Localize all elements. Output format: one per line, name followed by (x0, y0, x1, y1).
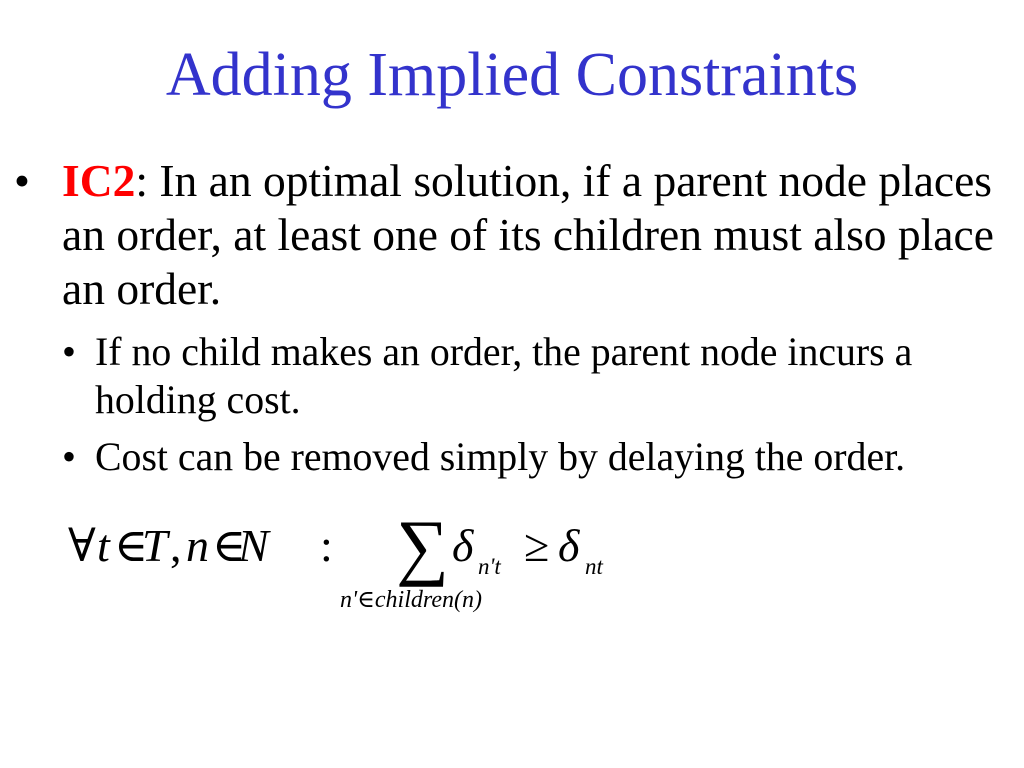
formula-colon: : (320, 520, 333, 571)
bullet-marker: • (14, 155, 30, 206)
formula-variable: N (238, 520, 269, 571)
formula-comma: , (170, 520, 182, 571)
rhs-subscript: nt (585, 554, 603, 579)
formula-variable: T (142, 520, 168, 571)
element-of-symbol: ∈ (114, 520, 149, 571)
bullet-line-1 (62, 154, 1017, 208)
sub-bullet-delay-order (95, 433, 1015, 481)
bullet-ic2 (62, 154, 1017, 316)
bullet-line-2: an order, at least one of its children must also place (62, 209, 994, 260)
sub-bullet-line: Cost can be removed simply by delaying the order. (95, 435, 906, 479)
formula-variable: n (186, 520, 209, 571)
forall-symbol: ∀ (68, 520, 96, 571)
element-of-symbol: ∈ (212, 520, 247, 571)
sub-bullet-marker: • (62, 330, 76, 374)
sub-bullet-holding-cost (95, 328, 1015, 424)
bullet-label: IC2 (62, 155, 136, 206)
slide-title: Adding Implied Constraints (165, 41, 859, 109)
lhs-subscript: n't (478, 554, 501, 579)
greater-equal-symbol: ≥ (524, 520, 550, 571)
sub-bullet-line: If no child makes an order, the parent node incurs a (95, 330, 913, 374)
delta-symbol: δ (558, 520, 580, 571)
summation-symbol: ∑ (396, 506, 449, 588)
sub-bullet-line: holding cost. (95, 378, 301, 422)
delta-symbol: δ (452, 520, 474, 571)
bullet-line-3: an order. (62, 263, 222, 314)
summation-range: n'∈children(n) (340, 587, 482, 613)
formula-variable: t (97, 520, 110, 571)
sub-bullet-marker: • (62, 435, 76, 479)
bullet-line-text: : In an optimal solution, if a parent node places (135, 155, 993, 206)
